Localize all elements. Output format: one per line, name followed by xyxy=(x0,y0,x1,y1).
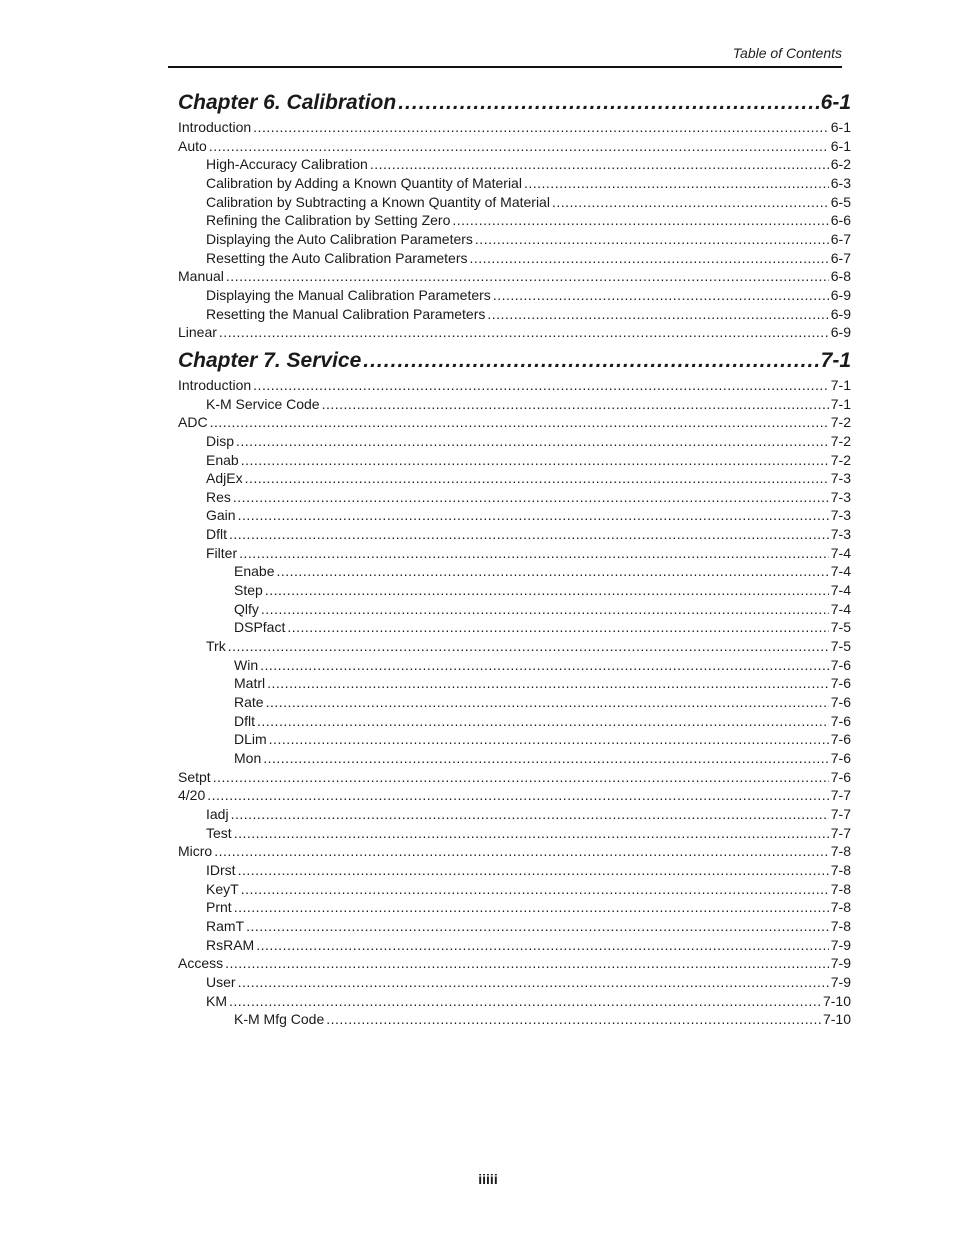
dot-leader xyxy=(269,730,829,749)
toc-entry[interactable] xyxy=(178,193,851,212)
toc-entry-page: 6-8 xyxy=(830,268,851,285)
toc-entry-page: 7-10 xyxy=(822,1011,851,1028)
toc-entry[interactable] xyxy=(178,600,851,619)
toc-entry-page: 7-5 xyxy=(830,638,851,655)
dot-leader xyxy=(256,936,829,955)
toc-entry-page: 7-3 xyxy=(830,488,851,505)
toc-entry-title: IDrst xyxy=(206,861,236,878)
toc-entry-title: Gain xyxy=(206,507,236,524)
toc-entry-page: 6-2 xyxy=(830,156,851,173)
toc-entry-page: 7-8 xyxy=(830,917,851,934)
toc-entry[interactable] xyxy=(178,842,851,861)
toc-entry[interactable] xyxy=(178,992,851,1011)
toc-entry[interactable] xyxy=(178,118,851,137)
toc-entry-page: 7-9 xyxy=(830,936,851,953)
toc-entry[interactable] xyxy=(178,712,851,731)
toc-entry[interactable] xyxy=(178,155,851,174)
toc-entry-page: 6-9 xyxy=(830,324,851,341)
toc-entry[interactable] xyxy=(178,917,851,936)
dot-leader xyxy=(287,618,828,637)
toc-entry[interactable] xyxy=(178,1010,851,1029)
toc-entry-page: 7-4 xyxy=(830,600,851,617)
toc-entry[interactable] xyxy=(178,786,851,805)
dot-leader xyxy=(246,917,829,936)
dot-leader xyxy=(322,395,829,414)
toc-entry-page: 7-7 xyxy=(830,787,851,804)
dot-leader xyxy=(233,488,829,507)
toc-entry-title: Enabe xyxy=(234,563,275,580)
dot-leader xyxy=(213,768,829,787)
toc-entry[interactable] xyxy=(178,637,851,656)
toc-entry-page: 7-3 xyxy=(830,526,851,543)
dot-leader xyxy=(225,954,829,973)
toc-entry[interactable] xyxy=(178,618,851,637)
toc-entry-title: Filter xyxy=(206,544,238,561)
toc-entry-page: 7-6 xyxy=(830,656,851,673)
toc-entry[interactable] xyxy=(178,323,851,342)
toc-entry-page: 6-5 xyxy=(830,193,851,210)
toc-entry[interactable] xyxy=(178,267,851,286)
dot-leader xyxy=(207,786,829,805)
toc-entry[interactable] xyxy=(178,880,851,899)
toc-entry-page: 7-4 xyxy=(830,563,851,580)
dot-leader xyxy=(261,600,829,619)
dot-leader xyxy=(214,842,829,861)
chapter-heading[interactable] xyxy=(178,88,851,118)
toc-entry-page: 7-8 xyxy=(830,843,851,860)
toc-entry-page: 7-4 xyxy=(830,582,851,599)
toc-entry-title: RsRAM xyxy=(206,936,255,953)
toc-entry-title: Resetting the Auto Calibration Parameters xyxy=(206,249,468,266)
toc-entry-title: Displaying the Manual Calibration Parameters xyxy=(206,286,491,303)
dot-leader xyxy=(326,1010,821,1029)
chapter-heading[interactable] xyxy=(178,346,851,376)
toc-entry-title: Access xyxy=(178,955,224,972)
toc-entry[interactable] xyxy=(178,506,851,525)
toc-entry-title: AdjEx xyxy=(206,470,243,487)
toc-entry-title: Test xyxy=(206,824,232,841)
toc-entry-page: 6-7 xyxy=(830,230,851,247)
toc-entry-page: 7-1 xyxy=(830,376,851,393)
dot-leader xyxy=(475,230,829,249)
dot-leader xyxy=(234,898,829,917)
toc-entry-page: 6-1 xyxy=(830,119,851,135)
dot-leader xyxy=(265,581,829,600)
toc-entry[interactable] xyxy=(178,954,851,973)
page-number: iiiii xyxy=(478,1171,498,1187)
toc-entry[interactable] xyxy=(178,413,851,432)
toc-entry[interactable] xyxy=(178,174,851,193)
dot-leader xyxy=(370,155,829,174)
toc-entry-title: Micro xyxy=(178,843,213,860)
toc-entry[interactable] xyxy=(178,211,851,230)
dot-leader xyxy=(231,805,829,824)
dot-leader xyxy=(363,346,818,376)
toc-entry-page: 7-2 xyxy=(830,451,851,468)
toc-entry-title: Trk xyxy=(206,638,226,655)
toc-entry[interactable] xyxy=(178,525,851,544)
toc-entry-title: Refining the Calibration by Setting Zero xyxy=(206,212,451,229)
toc-entry-page: 7-5 xyxy=(830,619,851,636)
toc-entry-page: 6-1 xyxy=(830,137,851,154)
toc-entry-title: Resetting the Manual Calibration Parameters xyxy=(206,305,486,322)
toc-entry-page: 7-6 xyxy=(830,768,851,785)
toc-entry-title: KeyT xyxy=(206,880,239,897)
toc-entry-page: 7-4 xyxy=(830,544,851,561)
dot-leader xyxy=(229,525,829,544)
dot-leader xyxy=(234,824,829,843)
dot-leader xyxy=(238,973,829,992)
dot-leader xyxy=(398,88,818,118)
dot-leader xyxy=(524,174,829,193)
toc-entry-page: 7-3 xyxy=(830,507,851,524)
dot-leader xyxy=(229,992,821,1011)
toc-entry-page: 7-9 xyxy=(830,955,851,972)
dot-leader xyxy=(552,193,829,212)
toc-entry-title: Introduction xyxy=(178,376,252,393)
toc-entry-title: RamT xyxy=(206,917,245,934)
chapter-page: 6-1 xyxy=(820,91,851,114)
toc-entry[interactable] xyxy=(178,544,851,563)
toc-entry-title: Enab xyxy=(206,451,239,468)
toc-entry-title: K-M Service Code xyxy=(206,395,320,412)
dot-leader xyxy=(245,469,829,488)
dot-leader xyxy=(238,861,829,880)
toc-entry-title: Introduction xyxy=(178,119,252,135)
toc-entry[interactable] xyxy=(178,973,851,992)
toc-entry-title: 4/20 xyxy=(178,787,206,804)
chapter-title: Chapter 6. Calibration xyxy=(178,91,397,114)
dot-leader xyxy=(452,211,828,230)
toc-entry-title: Auto xyxy=(178,137,207,154)
toc-entry[interactable] xyxy=(178,488,851,507)
toc-entry-page: 7-2 xyxy=(830,414,851,431)
toc-entry[interactable] xyxy=(178,749,851,768)
toc-entry-title: User xyxy=(206,973,236,990)
toc-entry[interactable] xyxy=(178,898,851,917)
toc-entry-title: Disp xyxy=(206,432,235,449)
dot-leader xyxy=(487,305,828,324)
toc-entry[interactable] xyxy=(178,305,851,324)
toc-entry-page: 7-7 xyxy=(830,824,851,841)
toc-entry-title: Linear xyxy=(178,324,217,341)
toc-entry[interactable] xyxy=(178,562,851,581)
dot-leader xyxy=(236,432,829,451)
toc-entry-title: High-Accuracy Calibration xyxy=(206,156,368,173)
toc-entry-page: 7-3 xyxy=(830,470,851,487)
toc-entry-page: 7-6 xyxy=(830,675,851,692)
dot-leader xyxy=(239,544,829,563)
toc-entry-title: Rate xyxy=(234,694,264,711)
toc-entry-title: Calibration by Subtracting a Known Quantity of Material xyxy=(206,193,550,210)
toc-entry-page: 7-6 xyxy=(830,731,851,748)
table-of-contents xyxy=(178,88,851,1029)
toc-entry-title: Step xyxy=(234,582,263,599)
toc-entry[interactable] xyxy=(178,861,851,880)
toc-entry-title: Mon xyxy=(234,750,262,766)
toc-entry-page: 7-7 xyxy=(830,805,851,822)
toc-entry[interactable] xyxy=(178,936,851,955)
dot-leader xyxy=(267,674,829,693)
toc-entry[interactable] xyxy=(178,693,851,712)
toc-entry-title: KM xyxy=(206,992,227,1009)
dot-leader xyxy=(263,749,829,768)
toc-entry-title: Manual xyxy=(178,268,224,285)
toc-entry-page: 7-10 xyxy=(822,992,851,1009)
toc-entry-page: 7-6 xyxy=(830,750,851,766)
toc-entry-page: 7-6 xyxy=(830,694,851,711)
dot-leader xyxy=(226,267,829,286)
toc-entry-title: DLim xyxy=(234,731,267,748)
toc-entry-title: K-M Mfg Code xyxy=(234,1011,325,1028)
toc-entry-page: 7-6 xyxy=(830,712,851,729)
toc-entry-page: 7-9 xyxy=(830,973,851,990)
toc-entry[interactable] xyxy=(178,674,851,693)
toc-entry[interactable] xyxy=(178,805,851,824)
header-rule xyxy=(168,66,842,68)
dot-leader xyxy=(493,286,829,305)
dot-leader xyxy=(276,562,828,581)
dot-leader xyxy=(210,413,829,432)
toc-entry-title: Matrl xyxy=(234,675,266,692)
toc-entry[interactable] xyxy=(178,432,851,451)
toc-entry[interactable] xyxy=(178,137,851,156)
dot-leader xyxy=(469,249,828,268)
dot-leader xyxy=(266,693,829,712)
dot-leader xyxy=(219,323,829,342)
toc-entry-title: Setpt xyxy=(178,768,211,785)
toc-entry-title: Qlfy xyxy=(234,600,259,617)
toc-entry-page: 7-8 xyxy=(830,861,851,878)
toc-entry[interactable] xyxy=(178,451,851,470)
toc-entry-title: Displaying the Auto Calibration Parameters xyxy=(206,230,473,247)
toc-entry-title: Calibration by Adding a Known Quantity of Material xyxy=(206,174,522,191)
toc-entry[interactable] xyxy=(178,286,851,305)
toc-entry-title: Dflt xyxy=(234,712,255,729)
dot-leader xyxy=(260,656,829,675)
chapter-page: 7-1 xyxy=(820,348,851,372)
toc-entry-title: Win xyxy=(234,656,259,673)
toc-entry[interactable] xyxy=(178,730,851,749)
toc-entry-page: 6-6 xyxy=(830,212,851,229)
toc-entry[interactable] xyxy=(178,656,851,675)
chapter-title: Chapter 7. Service xyxy=(178,348,362,372)
toc-entry[interactable] xyxy=(178,768,851,787)
dot-leader xyxy=(253,118,829,137)
dot-leader xyxy=(257,712,829,731)
toc-entry-page: 6-9 xyxy=(830,305,851,322)
toc-entry[interactable] xyxy=(178,395,851,414)
toc-entry[interactable] xyxy=(178,249,851,268)
toc-entry-title: DSPfact xyxy=(234,619,286,636)
toc-entry-title: ADC xyxy=(178,414,208,431)
toc-entry-page: 6-3 xyxy=(830,174,851,191)
toc-entry[interactable] xyxy=(178,230,851,249)
toc-entry-title: Prnt xyxy=(206,899,232,916)
dot-leader xyxy=(238,506,829,525)
toc-entry-page: 6-9 xyxy=(830,286,851,303)
toc-entry-title: Dflt xyxy=(206,526,227,543)
toc-entry[interactable] xyxy=(178,469,851,488)
dot-leader xyxy=(241,451,829,470)
dot-leader xyxy=(209,137,829,156)
running-header: Table of Contents xyxy=(732,45,842,61)
toc-entry-page: 7-1 xyxy=(830,395,851,412)
toc-entry-page: 7-8 xyxy=(830,899,851,916)
toc-entry-page: 7-2 xyxy=(830,432,851,449)
toc-entry-title: Res xyxy=(206,488,231,505)
dot-leader xyxy=(228,637,829,656)
toc-entry-page: 7-8 xyxy=(830,880,851,897)
toc-entry-title: Iadj xyxy=(206,805,229,822)
dot-leader xyxy=(253,376,829,395)
toc-entry[interactable] xyxy=(178,581,851,600)
dot-leader xyxy=(241,880,829,899)
toc-entry[interactable] xyxy=(178,824,851,843)
toc-entry-page: 6-7 xyxy=(830,249,851,266)
toc-entry[interactable] xyxy=(178,376,851,395)
